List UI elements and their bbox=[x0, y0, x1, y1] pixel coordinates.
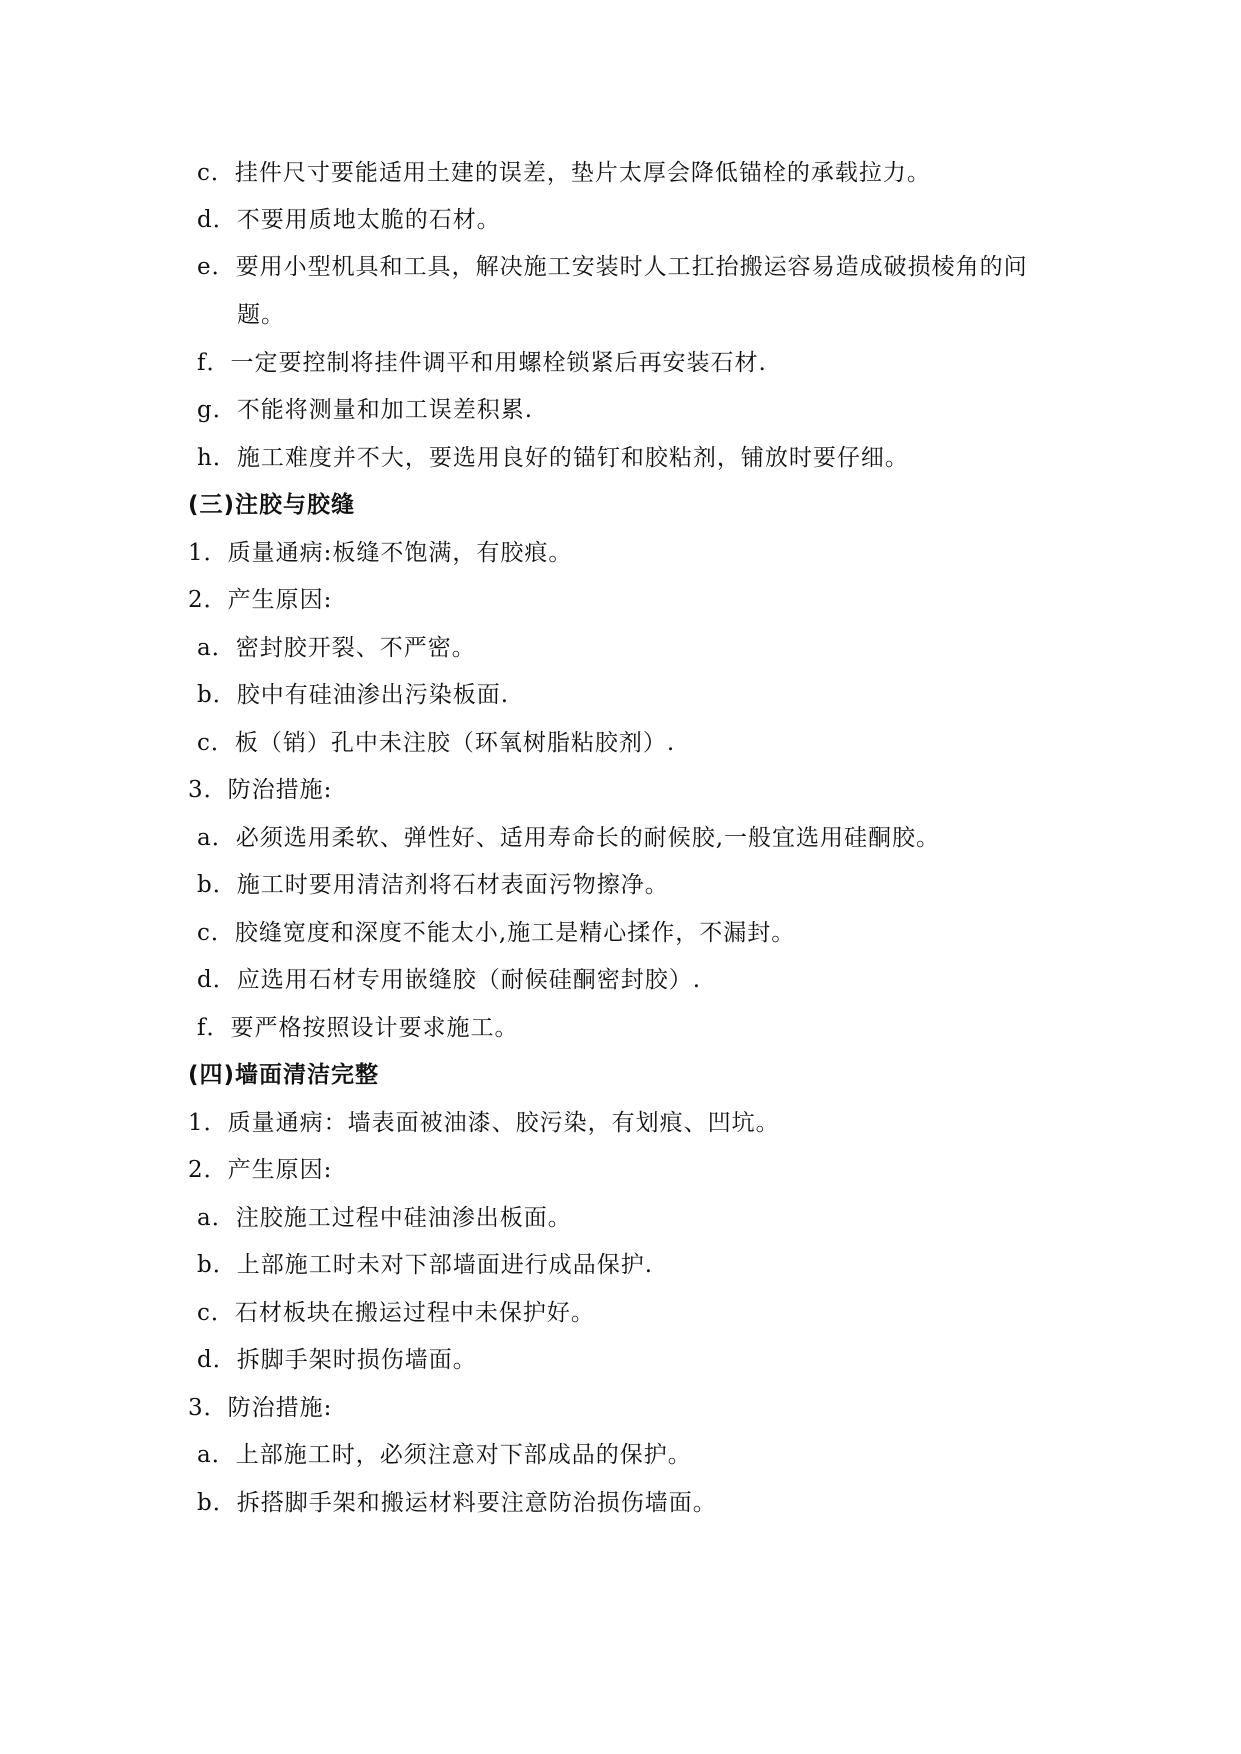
cause-item: c．石材板块在搬运过程中未保护好。 bbox=[197, 1300, 595, 1326]
item-e-line1: e．要用小型机具和工具，解决施工安装时人工扛抬搬运容易造成破损棱角的问 bbox=[197, 254, 1028, 280]
cause-item: b．上部施工时未对下部墙面进行成品保护. bbox=[197, 1252, 654, 1278]
item-e-line2: 题。 bbox=[237, 302, 285, 328]
measures-title: 3．防治措施: bbox=[188, 777, 333, 803]
item-g: g．不能将测量和加工误差积累. bbox=[197, 397, 534, 423]
cause-item: a．注胶施工过程中硅油渗出板面。 bbox=[197, 1205, 572, 1231]
item-c: c．挂件尺寸要能适用土建的误差，垫片太厚会降低锚栓的承载拉力。 bbox=[197, 160, 931, 186]
measure-item: b．施工时要用清洁剂将石材表面污物擦净。 bbox=[197, 872, 669, 898]
item-d: d．不要用质地太脆的石材。 bbox=[197, 207, 501, 233]
measure-item: f．要严格按照设计要求施工。 bbox=[197, 1015, 519, 1041]
measure-item: a．必须选用柔软、弹性好、适用寿命长的耐候胶,一般宜选用硅酮胶。 bbox=[197, 825, 941, 851]
causes-title: 2．产生原因: bbox=[188, 1157, 333, 1183]
item-f: f．一定要控制将挂件调平和用螺栓锁紧后再安装石材. bbox=[197, 350, 767, 376]
problem-line: 1．质量通病:板缝不饱满，有胶痕。 bbox=[188, 540, 573, 566]
causes-title: 2．产生原因: bbox=[188, 587, 333, 613]
section-heading: (四)墙面清洁完整 bbox=[188, 1062, 380, 1088]
measure-item: d．应选用石材专用嵌缝胶（耐候硅酮密封胶）. bbox=[197, 967, 702, 993]
measures-title: 3．防治措施: bbox=[188, 1395, 333, 1421]
cause-item: d．拆脚手架时损伤墙面。 bbox=[197, 1347, 477, 1373]
cause-item: b．胶中有硅油渗出污染板面. bbox=[197, 682, 510, 708]
cause-item: c．板（销）孔中未注胶（环氧树脂粘胶剂）. bbox=[197, 730, 676, 756]
cause-item: a．密封胶开裂、不严密。 bbox=[197, 635, 476, 661]
problem-line: 1．质量通病：墙表面被油漆、胶污染，有划痕、凹坑。 bbox=[188, 1110, 780, 1136]
measure-item: a．上部施工时，必须注意对下部成品的保护。 bbox=[197, 1442, 692, 1468]
measure-item: c．胶缝宽度和深度不能太小,施工是精心揉作，不漏封。 bbox=[197, 920, 796, 946]
section-heading: (三)注胶与胶缝 bbox=[188, 492, 356, 518]
item-h: h．施工难度并不大，要选用良好的锚钉和胶粘剂，铺放时要仔细。 bbox=[197, 445, 909, 471]
measure-item: b．拆搭脚手架和搬运材料要注意防治损伤墙面。 bbox=[197, 1490, 717, 1516]
